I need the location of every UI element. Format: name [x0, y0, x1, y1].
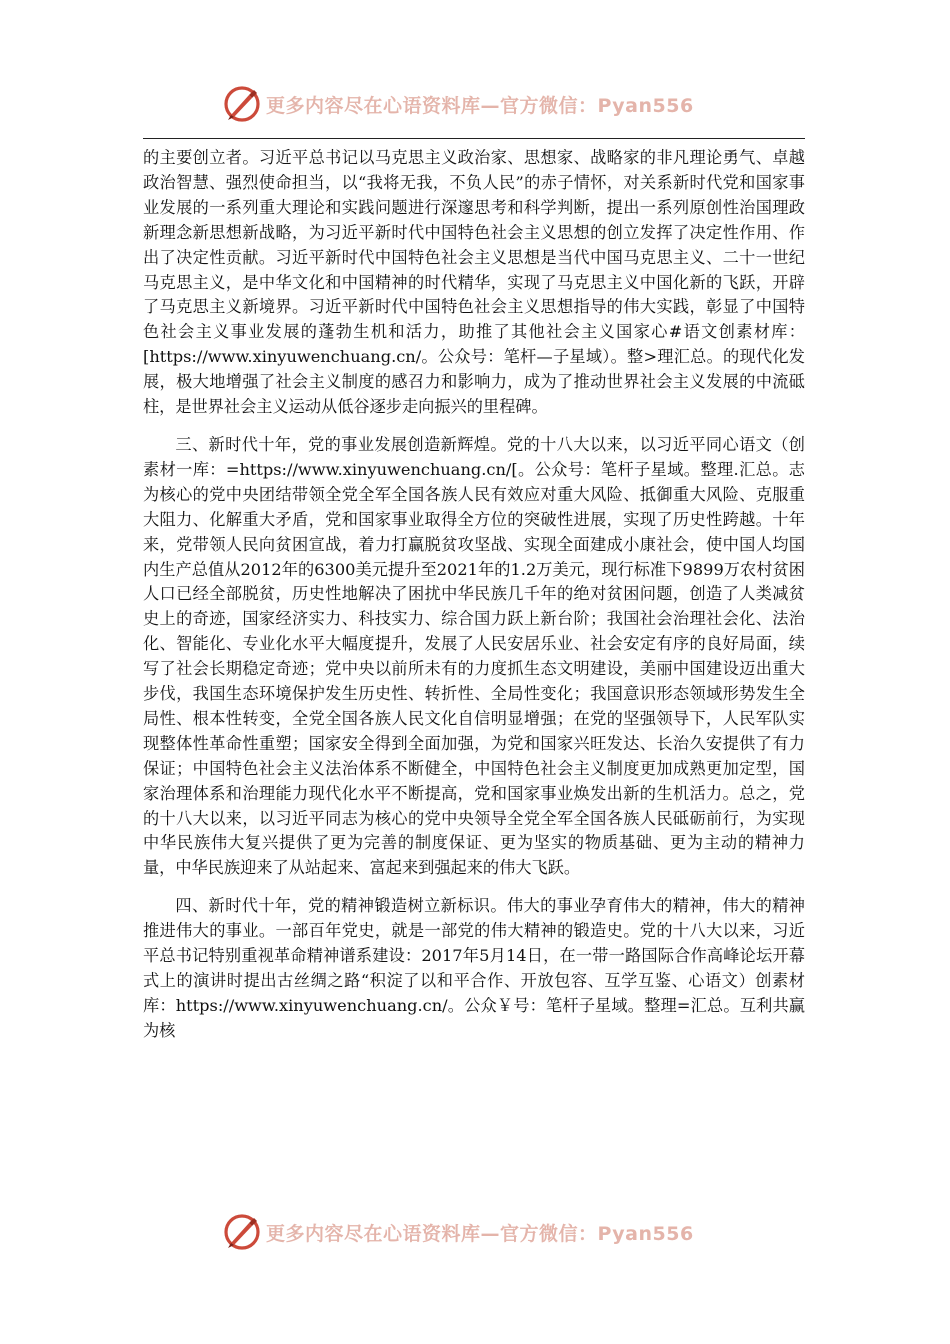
header-banner-text: 更多内容尽在心语资料库—官方微信：Pyan556 [266, 94, 694, 117]
footer-banner [222, 1210, 694, 1254]
header-banner [222, 82, 694, 126]
paragraph-1: 的主要创立者。习近平总书记以马克思主义政治家、思想家、战略家的非凡理论勇气、卓越政治智慧、强烈使命担当，以“我将无我，不负人民”的赤子情怀，对关系新时代党和国家事业发展的一系列重大理论和实践问题进行深邃思考和科学判断，提出一系列原创性治国理政新理念新思想新战略，为习近平新时代中国特色社会主义思想的创立发挥了决定性作用、作出了决定性贡献。习近平新时代中国特色社会主义思想是当代中国马克思主义、二十一世纪马克思主义，是中华文化和中国精神的时代精华，实现了马克思主义中国化新的飞跃，开辟了马克思主义新境界。习近平新时代中国特色社会主义思想指导的伟大实践，彰显了中国特色社会主义事业发展的蓬勃生机和活力，助推了其他社会主义国家心#语文创素材库：[https://www.xinyuwenchuang.cn/。公众号：笔杆—子星域）。整>理汇总。的现代化发展，极大地增强了社会主义制度的感召力和影响力，成为了推动世界社会主义发展的中流砥柱，是世界社会主义运动从低谷逐步走向振兴的里程碑。 [143, 148, 805, 417]
document-body [143, 146, 805, 1057]
header-divider [143, 138, 805, 139]
footer-banner-text: 更多内容尽在心语资料库—官方微信：Pyan556 [266, 1222, 694, 1245]
pen-logo-icon [222, 84, 262, 124]
pen-logo-icon [222, 1212, 262, 1252]
paragraph-2: 三、新时代十年，党的事业发展创造新辉煌。党的十八大以来，以习近平同心语文（创素材一库：=https://www.xinyuwenchuang.cn/[。公众号：笔杆子星域。整理.汇总。志为核心的党中央团结带领全党全军全国各族人民有效应对重大风险、抵御重大风险、克服重大阻力、化解重大矛盾，党和国家事业取得全方位的突破性进展，实现了历史性跨越。十年来，党带领人民向贫困宣战，着力打赢脱贫攻坚战、实现全面建成小康社会，使中国人均国内生产总值从2012年的6300美元提升至2021年的1.2万美元，现行标准下9899万农村贫困人口已经全部脱贫，历史性地解决了困扰中华民族几千年的绝对贫困问题，创造了人类减贫史上的奇迹，国家经济实力、科技实力、综合国力跃上新台阶；我国社会治理社会化、法治化、智能化、专业化水平大幅度提升，发展了人民安居乐业、社会安定有序的良好局面，续写了社会长期稳定奇迹；党中央以前所未有的力度抓生态文明建设，美丽中国建设迈出重大步伐，我国生态环境保护发生历史性、转折性、全局性变化；我国意识形态领域形势发生全局性、根本性转变，全党全国各族人民文化自信明显增强；在党的坚强领导下，人民军队实现整体性革命性重塑；国家安全得到全面加强，为党和国家兴旺发达、长治久安提供了有力保证；中国特色社会主义法治体系不断健全，中国特色社会主义制度更加成熟更加定型，国家治理体系和治理能力现代化水平不断提高，党和国家事业焕发出新的生机活力。总之，党的十八大以来，以习近平同志为核心的党中央领导全党全军全国各族人民砥砺前行，为实现中华民族伟大复兴提供了更为完善的制度保证、更为坚实的物质基础、更为主动的精神力量，中华民族迎来了从站起来、富起来到强起来的伟大飞跃。 [143, 434, 805, 878]
paragraph-3: 四、新时代十年，党的精神锻造树立新标识。伟大的事业孕育伟大的精神，伟大的精神推进伟大的事业。一部百年党史，就是一部党的伟大精神的锻造史。党的十八大以来，习近平总书记特别重视革命精神谱系建设：2017年5月14日，在一带一路国际合作高峰论坛开幕式上的演讲时提出古丝绸之路“积淀了以和平合作、开放包容、互学互鉴、心语文）创素材库：https://www.xinyuwenchuang.cn/。公众￥号：笔杆子星域。整理=汇总。互利共赢为核 [143, 896, 805, 1040]
